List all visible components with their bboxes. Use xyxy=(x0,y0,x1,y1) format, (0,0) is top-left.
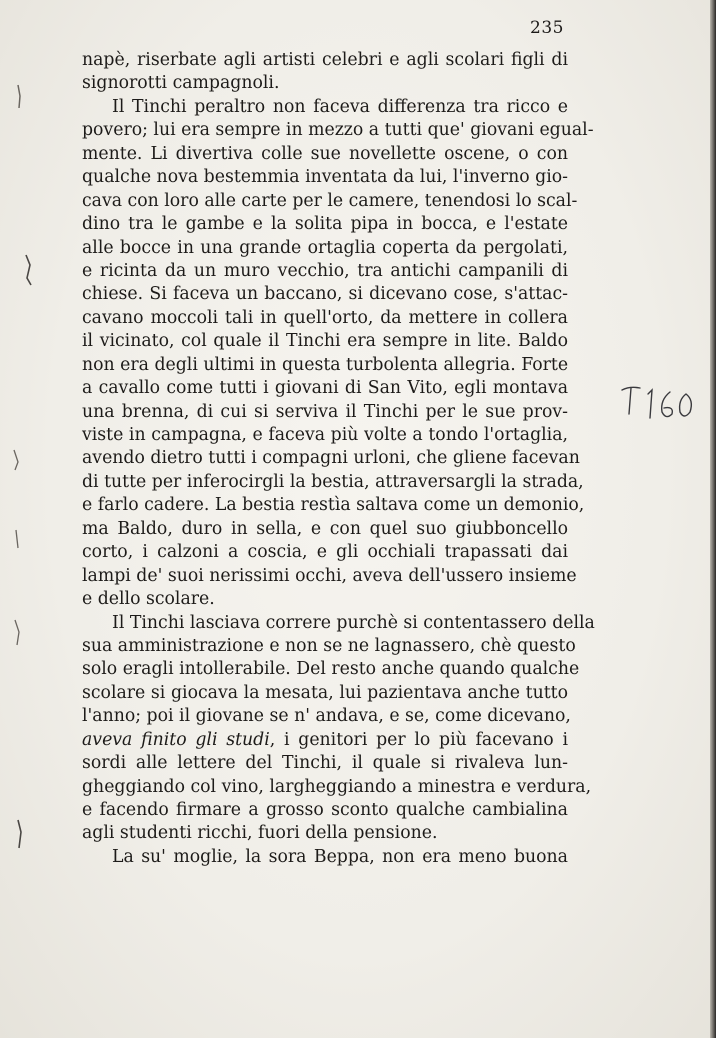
text-line: qualche nova bestemmia inventata da lui, l'inverno gio- xyxy=(82,167,568,188)
text-line: l'anno; poi il giovane se n' andava, e se, come dicevano, xyxy=(82,706,571,727)
text-line: e facendo firmare a grosso sconto qualche cambialina xyxy=(82,800,568,820)
text-line: mente. Li divertiva colle sue novellette oscene, o con xyxy=(82,143,568,164)
text-line: lampi de' suoi nerissimi occhi, aveva dell'ussero insieme xyxy=(82,565,577,586)
text-line: povero; lui era sempre in mezzo a tutti que' giovani egual- xyxy=(82,120,594,141)
text-line: agli studenti ricchi, fuori della pensione. xyxy=(82,823,438,844)
text-line xyxy=(82,729,568,752)
text-line: di tutte per inferocirgli la bestia, attraversargli la strada, xyxy=(82,471,584,492)
text-line: Il Tinchi lasciava correre purchè si contentassero della xyxy=(112,612,595,633)
body-text xyxy=(82,49,595,869)
text-line: non era degli ultimi in questa turbolenta allegria. Forte xyxy=(82,354,569,375)
margin-annotation xyxy=(620,380,700,430)
scan-margin-marks xyxy=(0,0,40,1038)
text-line: il vicinato, col quale il Tinchi era sempre in lite. Baldo xyxy=(82,331,568,352)
text-line: a cavallo come tutti i giovani di San Vito, egli montava xyxy=(82,378,568,399)
text-line: e ricinta da un muro vecchio, tra antichi campanili di xyxy=(82,260,568,281)
page-number: 235 xyxy=(530,18,564,38)
text-line: chiese. Si faceva un baccano, si dicevano cose, s'attac- xyxy=(82,284,568,305)
text-line: ma Baldo, duro in sella, e con quel suo giubboncello xyxy=(82,518,568,539)
text-line: avendo dietro tutti i compagni urloni, che gliene facevan xyxy=(82,448,580,469)
text-line: Il Tinchi peraltro non faceva differenza tra ricco e xyxy=(112,96,568,117)
text-line: cava con loro alle carte per le camere, tenendosi lo scal- xyxy=(82,190,578,211)
text-line: corto, i calzoni a coscia, e gli occhiali trapassati dai xyxy=(82,542,568,563)
text-line: napè, riserbate agli artisti celebri e agli scolari figli di xyxy=(82,50,568,70)
text-line: sordi alle lettere del Tinchi, il quale si rivaleva lun- xyxy=(82,753,568,774)
text-line: dino tra le gambe e la solita pipa in bocca, e l'estate xyxy=(82,214,568,235)
text-line: scolare si giocava la mesata, lui pazientava anche tutto xyxy=(82,682,568,703)
text-line: viste in campagna, e faceva più volte a tondo l'ortaglia, xyxy=(82,425,568,445)
text-line: cavano moccoli tali in quell'orto, da mettere in collera xyxy=(82,307,568,328)
binding-edge xyxy=(710,0,716,1038)
text-line: solo eragli intollerabile. Del resto anche quando qualche xyxy=(82,659,580,680)
text-line: sua amministrazione e non se ne lagnassero, chè questo xyxy=(82,635,576,656)
text-line: gheggiando col vino, largheggiando a minestra e verdura, xyxy=(82,776,592,797)
italic-segment: aveva finito gli studi xyxy=(82,729,270,750)
text-segment: , i genitori per lo più facevano i xyxy=(269,729,568,750)
text-line: alle bocce in una grande ortaglia coperta da pergolati, xyxy=(82,237,568,258)
text-line: signorotti campagnoli. xyxy=(82,73,280,94)
text-line: e dello scolare. xyxy=(82,589,215,610)
text-line: una brenna, di cui si serviva il Tinchi per le sue prov- xyxy=(82,401,568,422)
text-line: La su' moglie, la sora Beppa, non era meno buona xyxy=(112,846,568,867)
text-line: e farlo cadere. La bestia restìa saltava come un demonio, xyxy=(82,495,585,516)
